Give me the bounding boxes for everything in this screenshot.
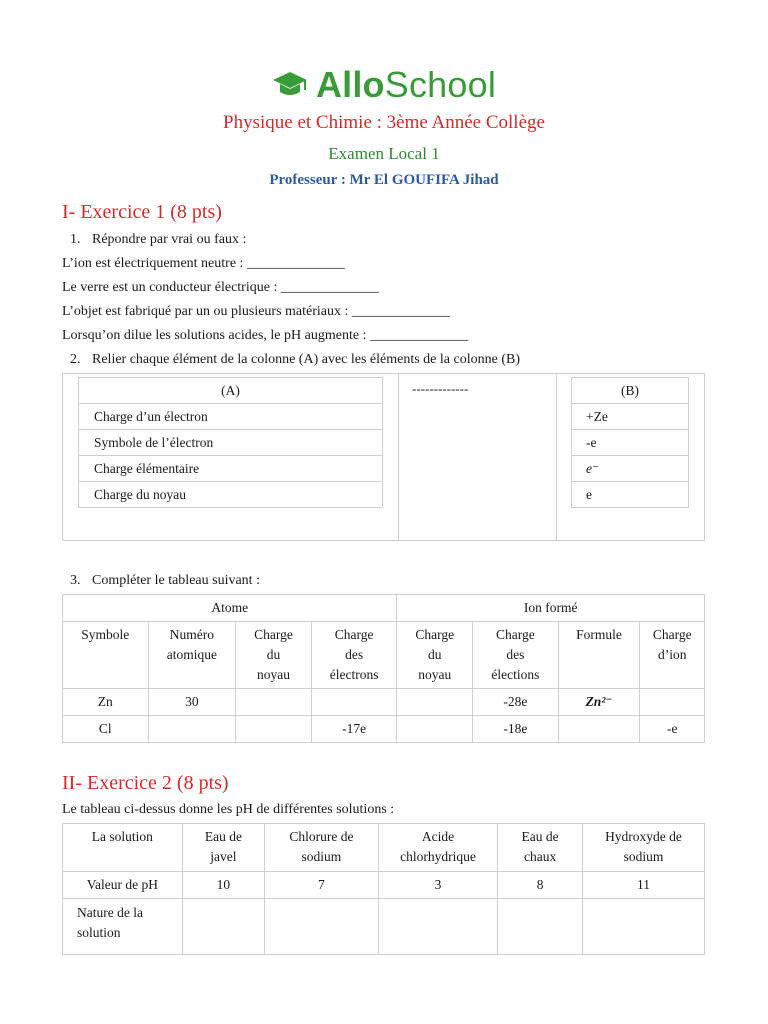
column-header-line: du bbox=[266, 647, 281, 662]
column-header-line: javel bbox=[210, 849, 237, 864]
exercise-2-title: II- Exercice 2 (8 pts) bbox=[62, 772, 229, 794]
logo-text: AlloSchool bbox=[315, 64, 497, 105]
column-a-table bbox=[78, 377, 383, 508]
atom-ion-table bbox=[62, 594, 705, 743]
column-header-line: noyau bbox=[418, 667, 452, 682]
column-header-line: électrons bbox=[329, 667, 379, 682]
nature-answer-cell[interactable] bbox=[498, 899, 583, 955]
row-label-nature bbox=[63, 899, 183, 955]
column-b-item: e⁻ bbox=[572, 456, 689, 482]
table-cell: Cl bbox=[63, 716, 149, 743]
column-header-line: du bbox=[428, 647, 442, 662]
column-header-line: Acide bbox=[421, 829, 455, 844]
group-header-ion: Ion formé bbox=[397, 595, 705, 622]
column-header bbox=[473, 622, 559, 689]
statement-4: Lorsqu’on dilue les solutions acides, le pH augmente : ______________ bbox=[62, 328, 468, 343]
column-header bbox=[63, 824, 183, 872]
question-2: 2. Relier chaque élément de la colonne (A) avec les éléments de la colonne (B) bbox=[70, 352, 520, 367]
column-b-item: e bbox=[572, 482, 689, 508]
row-label-line: Nature de la bbox=[77, 905, 143, 920]
column-header-line: élections bbox=[491, 667, 540, 682]
exam-title: Examen Local 1 bbox=[328, 144, 440, 163]
column-b-item: -e bbox=[572, 430, 689, 456]
question-3: 3. Compléter le tableau suivant : bbox=[70, 573, 260, 588]
table-cell bbox=[311, 689, 397, 716]
statement-3: L’objet est fabriqué par un ou plusieurs matériaux : ______________ bbox=[62, 304, 450, 319]
row-label-ph: Valeur de pH bbox=[63, 872, 183, 899]
column-header bbox=[582, 824, 704, 872]
column-header-line: Numéro bbox=[169, 627, 214, 642]
table-cell: 30 bbox=[148, 689, 236, 716]
table-cell bbox=[640, 689, 705, 716]
ph-value: 8 bbox=[498, 872, 583, 899]
table-cell bbox=[236, 689, 312, 716]
column-a-item: Charge du noyau bbox=[79, 482, 383, 508]
table-cell bbox=[236, 716, 312, 743]
column-header bbox=[558, 622, 640, 689]
column-header bbox=[148, 622, 236, 689]
table-cell: -28e bbox=[473, 689, 559, 716]
column-a-item: Charge élémentaire bbox=[79, 456, 383, 482]
column-b-header: (B) bbox=[572, 378, 689, 404]
column-header bbox=[498, 824, 583, 872]
column-header bbox=[397, 622, 473, 689]
table-cell bbox=[397, 716, 473, 743]
column-header bbox=[311, 622, 397, 689]
column-header-line: des bbox=[506, 647, 525, 662]
ph-value: 3 bbox=[378, 872, 498, 899]
table-cell bbox=[397, 689, 473, 716]
column-a-item: Symbole de l’électron bbox=[79, 430, 383, 456]
ph-value: 7 bbox=[265, 872, 379, 899]
column-header bbox=[236, 622, 312, 689]
nature-answer-cell[interactable] bbox=[182, 899, 264, 955]
column-header-line: sodium bbox=[623, 849, 664, 864]
column-header bbox=[640, 622, 705, 689]
ph-value: 10 bbox=[182, 872, 264, 899]
column-b-table bbox=[571, 377, 689, 508]
column-header-line: Charge bbox=[495, 627, 535, 642]
teacher-name: Professeur : Mr El GOUFIFA Jihad bbox=[269, 172, 499, 188]
row-label-line: solution bbox=[77, 925, 121, 940]
ph-table bbox=[62, 823, 705, 955]
table-cell: Zn bbox=[63, 689, 149, 716]
table-cell bbox=[558, 716, 640, 743]
column-a-item: Charge d’un électron bbox=[79, 404, 383, 430]
column-header-line: Symbole bbox=[81, 627, 130, 642]
table-cell: Zn²⁻ bbox=[558, 689, 640, 716]
nature-answer-cell[interactable] bbox=[582, 899, 704, 955]
column-b-item: +Ze bbox=[572, 404, 689, 430]
statement-2: Le verre est un conducteur électrique : ______________ bbox=[62, 280, 379, 295]
column-header-line: chlorhydrique bbox=[400, 849, 476, 864]
column-header-line: d’ion bbox=[657, 647, 687, 662]
column-header bbox=[378, 824, 498, 872]
column-header bbox=[63, 622, 149, 689]
column-header-line: atomique bbox=[166, 647, 217, 662]
group-header-atom: Atome bbox=[63, 595, 397, 622]
column-header-line: Chlorure de bbox=[289, 829, 354, 844]
table-cell: -18e bbox=[473, 716, 559, 743]
graduation-cap-icon bbox=[272, 70, 308, 100]
matching-divider-right bbox=[556, 373, 557, 541]
linking-dashes: ------------- bbox=[412, 381, 469, 396]
column-header bbox=[182, 824, 264, 872]
exercise-1-title: I- Exercice 1 (8 pts) bbox=[62, 201, 222, 223]
nature-answer-cell[interactable] bbox=[378, 899, 498, 955]
column-header-line: Eau de bbox=[204, 829, 242, 844]
column-header-line: Charge bbox=[334, 627, 374, 642]
question-1: 1. Répondre par vrai ou faux : bbox=[70, 232, 247, 247]
exercise-2-intro: Le tableau ci-dessus donne les pH de différentes solutions : bbox=[62, 802, 395, 817]
column-header-line: sodium bbox=[301, 849, 342, 864]
column-header-line: des bbox=[345, 647, 364, 662]
column-header-line: Formule bbox=[576, 627, 622, 642]
column-header-line: noyau bbox=[256, 667, 290, 682]
table-cell: -e bbox=[640, 716, 705, 743]
table-cell bbox=[148, 716, 236, 743]
statement-1: L’ion est électriquement neutre : ______________ bbox=[62, 256, 345, 271]
column-header-line: Hydroxyde de bbox=[605, 829, 682, 844]
column-header-line: Charge bbox=[254, 627, 293, 642]
table-cell: -17e bbox=[311, 716, 397, 743]
matching-divider-left bbox=[398, 373, 399, 541]
column-header-line: Eau de bbox=[521, 829, 559, 844]
logo bbox=[0, 64, 768, 106]
column-header bbox=[265, 824, 379, 872]
column-header-line: Charge bbox=[415, 627, 455, 642]
column-header-line: Charge bbox=[652, 627, 692, 642]
column-header-line: La solution bbox=[91, 829, 153, 844]
subject-title: Physique et Chimie : 3ème Année Collège bbox=[223, 112, 545, 133]
column-header-line: chaux bbox=[523, 849, 557, 864]
column-a-header: (A) bbox=[79, 378, 383, 404]
ph-value: 11 bbox=[582, 872, 704, 899]
nature-answer-cell[interactable] bbox=[265, 899, 379, 955]
